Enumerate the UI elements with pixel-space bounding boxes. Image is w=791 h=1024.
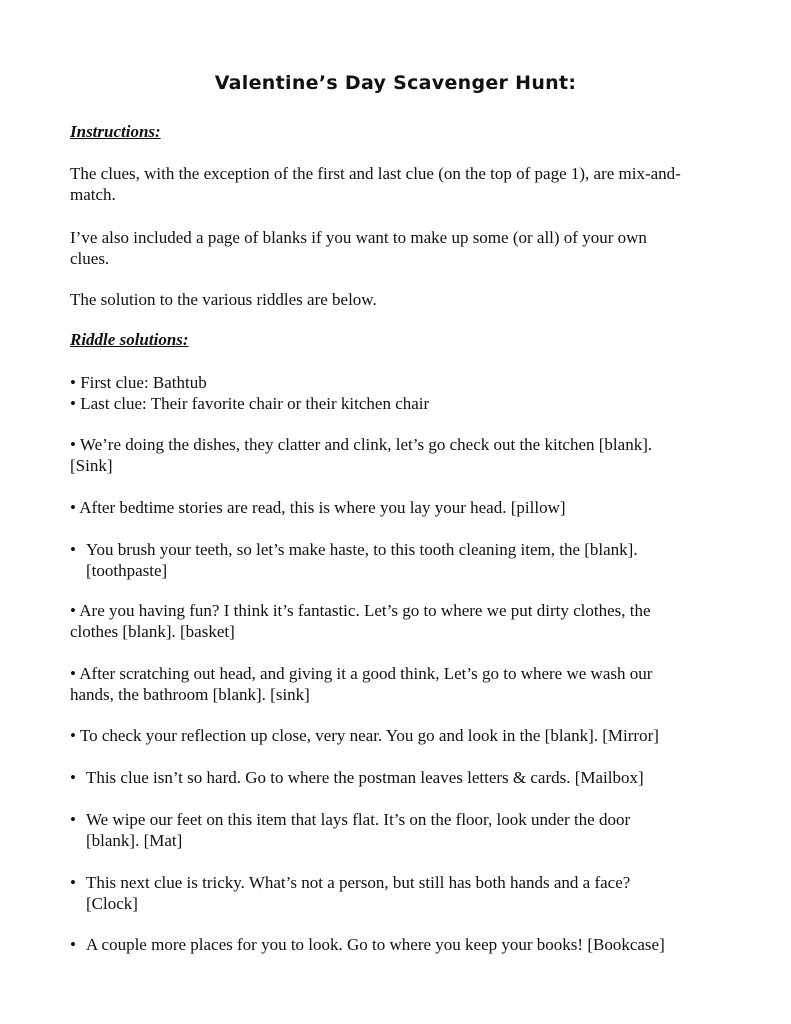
paragraph-line: match. (70, 185, 116, 204)
list-item (70, 809, 730, 851)
bullet-icon: • (70, 664, 76, 683)
paragraph-line: The clues, with the exception of the first and last clue (on the top of page 1), are mix-and- (70, 164, 681, 183)
paragraph-line: The solution to the various riddles are below. (70, 290, 377, 309)
list-item (70, 434, 730, 476)
list-item-text: After scratching out head, and giving it a good think, Let’s go to where we wash our (79, 664, 653, 683)
list-item (70, 372, 730, 393)
bullet-icon: • (70, 373, 76, 392)
list-item-continuation: [Clock] (86, 894, 138, 913)
list-item (70, 767, 730, 788)
list-item-text: First clue: Bathtub (80, 373, 207, 392)
list-item-text: We’re doing the dishes, they clatter and clink, let’s go check out the kitchen [blank]. (79, 435, 653, 454)
list-item (70, 663, 730, 705)
list-item-text: This clue isn’t so hard. Go to where the postman leaves letters & cards. [Mailbox] (85, 768, 644, 787)
bullet-icon: • (70, 435, 76, 454)
bullet-icon: • (70, 540, 76, 559)
bullet-icon: • (70, 935, 76, 954)
list-item-continuation: hands, the bathroom [blank]. [sink] (70, 685, 310, 704)
paragraph-line: I’ve also included a page of blanks if you want to make up some (or all) of your own (70, 228, 647, 247)
list-item-text: This next clue is tricky. What’s not a person, but still has both hands and a face? (85, 873, 631, 892)
list-item-text: You brush your teeth, so let’s make haste, to this tooth cleaning item, the [blank]. (85, 540, 638, 559)
list-item (70, 497, 730, 518)
page-title: Valentine’s Day Scavenger Hunt: (214, 72, 577, 94)
list-item (70, 934, 730, 955)
bullet-icon: • (70, 873, 76, 892)
list-item-text: Are you having fun? I think it’s fantastic. Let’s go to where we put dirty clothes, the (79, 601, 651, 620)
bullet-icon: • (70, 768, 76, 787)
bullet-icon: • (70, 498, 76, 517)
bullet-icon: • (70, 726, 76, 745)
list-item-continuation: [blank]. [Mat] (86, 831, 183, 850)
bullet-icon: • (70, 394, 76, 413)
instructions-paragraph (70, 289, 730, 310)
paragraph-line: clues. (70, 249, 110, 268)
instructions-paragraph (70, 227, 730, 269)
list-item-text: After bedtime stories are read, this is where you lay your head. [pillow] (79, 498, 566, 517)
list-item-text: Last clue: Their favorite chair or their kitchen chair (80, 394, 430, 413)
instructions-heading: Instructions: (70, 122, 161, 141)
list-item-continuation: clothes [blank]. [basket] (70, 622, 235, 641)
bullet-icon: • (70, 810, 76, 829)
solutions-heading: Riddle solutions: (70, 330, 189, 349)
list-item-text: We wipe our feet on this item that lays flat. It’s on the floor, look under the door (85, 810, 631, 829)
list-item (70, 725, 730, 746)
list-item-text: A couple more places for you to look. Go to where you keep your books! [Bookcase] (85, 935, 665, 954)
list-item (70, 539, 730, 581)
list-item (70, 600, 730, 642)
instructions-paragraph (70, 163, 730, 205)
bullet-icon: • (70, 601, 76, 620)
list-item (70, 393, 730, 414)
list-item-continuation: [toothpaste] (86, 561, 168, 580)
list-item-text: To check your reflection up close, very near. You go and look in the [blank]. [Mirror] (79, 726, 659, 745)
list-item (70, 872, 730, 914)
list-item-continuation: [Sink] (70, 456, 113, 475)
